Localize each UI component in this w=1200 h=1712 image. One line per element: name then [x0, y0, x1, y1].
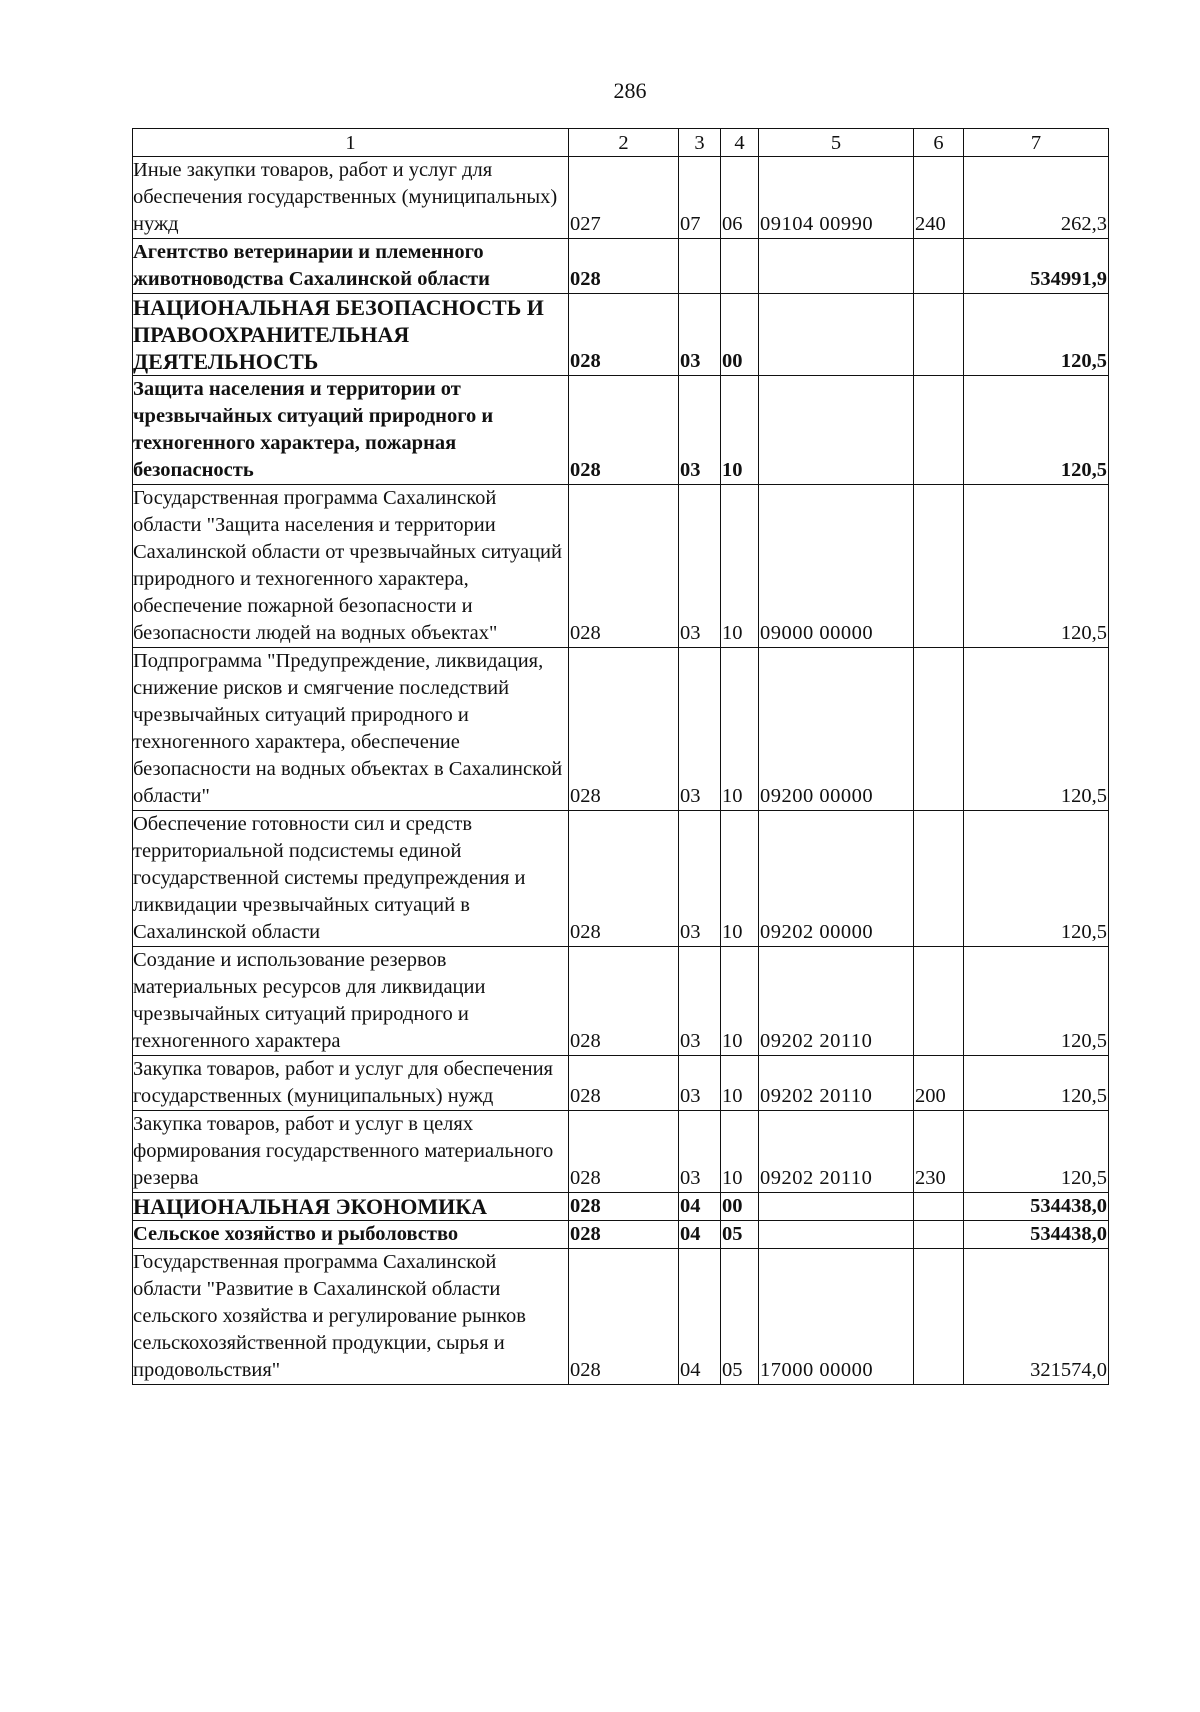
- row-sum: 120,5: [964, 811, 1109, 947]
- row-pr: 06: [721, 157, 759, 239]
- row-gr: 028: [569, 1249, 679, 1385]
- row-vr: [914, 239, 964, 294]
- row-rz: [679, 239, 721, 294]
- row-pr: 05: [721, 1221, 759, 1249]
- row-vr: [914, 1193, 964, 1221]
- row-rz: 04: [679, 1193, 721, 1221]
- row-csr: 17000 00000: [759, 1249, 914, 1385]
- row-pr: 05: [721, 1249, 759, 1385]
- row-sum: 120,5: [964, 1056, 1109, 1111]
- row-pr: [721, 239, 759, 294]
- column-header: 1: [133, 129, 569, 157]
- row-pr: 00: [721, 294, 759, 376]
- row-csr: 09202 00000: [759, 811, 914, 947]
- row-gr: 028: [569, 376, 679, 485]
- row-rz: 04: [679, 1249, 721, 1385]
- row-rz: 03: [679, 294, 721, 376]
- table-row: [133, 485, 1109, 648]
- row-vr: [914, 1249, 964, 1385]
- row-gr: 028: [569, 239, 679, 294]
- row-sum: 534438,0: [964, 1193, 1109, 1221]
- row-pr: 00: [721, 1193, 759, 1221]
- row-sum: 120,5: [964, 648, 1109, 811]
- table-row: [133, 157, 1109, 239]
- row-gr: 028: [569, 1193, 679, 1221]
- row-vr: [914, 811, 964, 947]
- row-name: Закупка товаров, работ и услуг в целях формирования государственного материального резерва: [133, 1111, 569, 1193]
- row-csr: 09104 00990: [759, 157, 914, 239]
- row-sum: 120,5: [964, 947, 1109, 1056]
- row-name: Подпрограмма "Предупреждение, ликвидация, снижение рисков и смягчение последствий чрезвычайных ситуаций природного и техногенного характера, обеспечение безопасности на водных объектах в Сахалинской области": [133, 648, 569, 811]
- table-row: [133, 1111, 1109, 1193]
- column-header: 4: [721, 129, 759, 157]
- row-name: Обеспечение готовности сил и средств территориальной подсистемы единой государственной системы предупреждения и ликвидации чрезвычайных ситуаций в Сахалинской области: [133, 811, 569, 947]
- table-row: [133, 239, 1109, 294]
- row-vr: [914, 947, 964, 1056]
- row-rz: 03: [679, 1056, 721, 1111]
- row-sum: 534991,9: [964, 239, 1109, 294]
- row-pr: 10: [721, 376, 759, 485]
- row-rz: 03: [679, 947, 721, 1056]
- table-row: [133, 376, 1109, 485]
- row-name: Защита населения и территории от чрезвычайных ситуаций природного и техногенного характера, пожарная безопасность: [133, 376, 569, 485]
- row-gr: 028: [569, 811, 679, 947]
- row-pr: 10: [721, 485, 759, 648]
- row-name: НАЦИОНАЛЬНАЯ БЕЗОПАСНОСТЬ И ПРАВООХРАНИТЕЛЬНАЯ ДЕЯТЕЛЬНОСТЬ: [133, 294, 569, 376]
- budget-table: [132, 128, 1109, 1385]
- row-name: Создание и использование резервов материальных ресурсов для ликвидации чрезвычайных ситуаций природного и техногенного характера: [133, 947, 569, 1056]
- row-gr: 028: [569, 1056, 679, 1111]
- row-gr: 028: [569, 1111, 679, 1193]
- row-csr: [759, 239, 914, 294]
- row-csr: [759, 1221, 914, 1249]
- table-row: [133, 947, 1109, 1056]
- row-csr: [759, 294, 914, 376]
- row-pr: 10: [721, 811, 759, 947]
- column-header: 7: [964, 129, 1109, 157]
- row-csr: 09200 00000: [759, 648, 914, 811]
- row-gr: 028: [569, 1221, 679, 1249]
- page-number: 286: [613, 78, 647, 103]
- row-vr: [914, 376, 964, 485]
- table-header-row: [133, 129, 1109, 157]
- table-row: [133, 648, 1109, 811]
- row-rz: 03: [679, 811, 721, 947]
- table-row: [133, 1249, 1109, 1385]
- table-row: [133, 1221, 1109, 1249]
- row-rz: 03: [679, 648, 721, 811]
- row-vr: 240: [914, 157, 964, 239]
- row-vr: 230: [914, 1111, 964, 1193]
- row-gr: 028: [569, 648, 679, 811]
- row-gr: 028: [569, 294, 679, 376]
- column-header: 3: [679, 129, 721, 157]
- row-sum: 262,3: [964, 157, 1109, 239]
- row-name: Сельское хозяйство и рыболовство: [133, 1221, 569, 1249]
- row-name: Государственная программа Сахалинской области "Защита населения и территории Сахалинской области от чрезвычайных ситуаций природного и техногенного характера, обеспечение пожарной безопасности и безопасности людей на водных объектах": [133, 485, 569, 648]
- row-gr: 027: [569, 157, 679, 239]
- row-csr: [759, 376, 914, 485]
- row-pr: 10: [721, 1111, 759, 1193]
- column-header: 5: [759, 129, 914, 157]
- row-gr: 028: [569, 947, 679, 1056]
- table-row: [133, 1193, 1109, 1221]
- row-rz: 03: [679, 485, 721, 648]
- row-name: Закупка товаров, работ и услуг для обеспечения государственных (муниципальных) нужд: [133, 1056, 569, 1111]
- row-rz: 03: [679, 376, 721, 485]
- row-vr: [914, 648, 964, 811]
- row-name: НАЦИОНАЛЬНАЯ ЭКОНОМИКА: [133, 1193, 569, 1221]
- row-vr: 200: [914, 1056, 964, 1111]
- row-csr: 09202 20110: [759, 1111, 914, 1193]
- row-csr: 09202 20110: [759, 1056, 914, 1111]
- row-gr: 028: [569, 485, 679, 648]
- row-sum: 120,5: [964, 376, 1109, 485]
- column-header: 2: [569, 129, 679, 157]
- row-name: Иные закупки товаров, работ и услуг для обеспечения государственных (муниципальных) нужд: [133, 157, 569, 239]
- row-sum: 534438,0: [964, 1221, 1109, 1249]
- row-rz: 03: [679, 1111, 721, 1193]
- row-sum: 120,5: [964, 485, 1109, 648]
- row-sum: 321574,0: [964, 1249, 1109, 1385]
- row-csr: [759, 1193, 914, 1221]
- row-pr: 10: [721, 1056, 759, 1111]
- row-rz: 07: [679, 157, 721, 239]
- row-name: Агентство ветеринарии и племенного животноводства Сахалинской области: [133, 239, 569, 294]
- row-vr: [914, 1221, 964, 1249]
- row-name: Государственная программа Сахалинской области "Развитие в Сахалинской области сельского хозяйства и регулирование рынков сельскохозяйственной продукции, сырья и продовольствия": [133, 1249, 569, 1385]
- row-csr: 09202 20110: [759, 947, 914, 1056]
- table-row: [133, 811, 1109, 947]
- row-pr: 10: [721, 648, 759, 811]
- table-row: [133, 294, 1109, 376]
- row-rz: 04: [679, 1221, 721, 1249]
- table-row: [133, 1056, 1109, 1111]
- row-vr: [914, 294, 964, 376]
- column-header: 6: [914, 129, 964, 157]
- row-pr: 10: [721, 947, 759, 1056]
- row-vr: [914, 485, 964, 648]
- row-sum: 120,5: [964, 1111, 1109, 1193]
- row-csr: 09000 00000: [759, 485, 914, 648]
- row-sum: 120,5: [964, 294, 1109, 376]
